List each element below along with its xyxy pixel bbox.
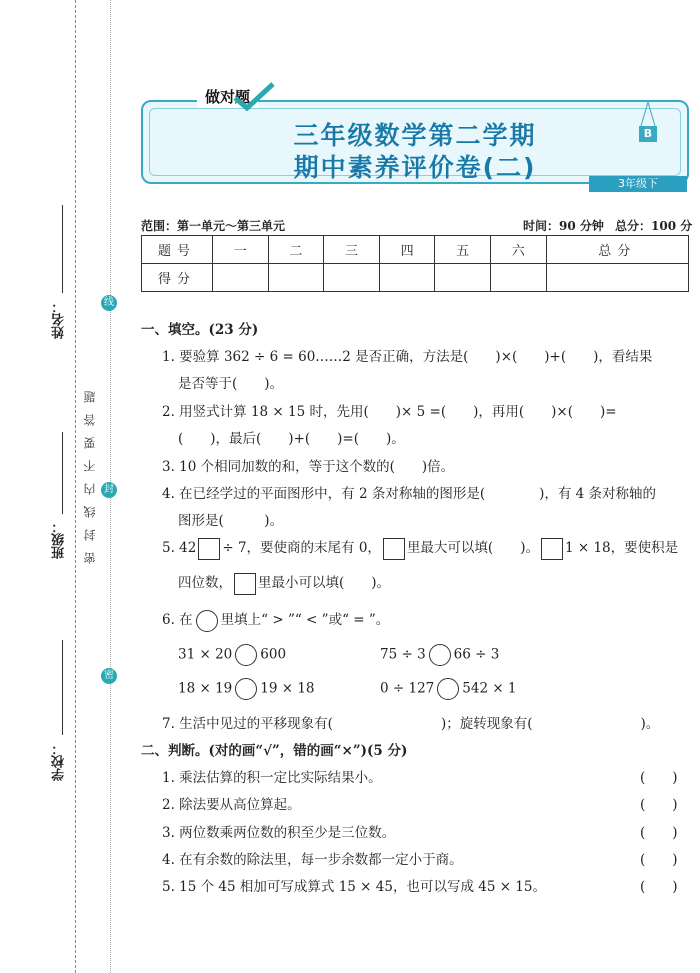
score-input-cell[interactable]	[324, 264, 380, 292]
table-cell: 题号	[142, 236, 213, 264]
compare-4	[380, 678, 517, 700]
question-5-line2	[178, 571, 390, 595]
q5-text-b: ÷ 7，要使商的末尾有 0，	[222, 540, 381, 556]
question-4-line2: 图形是( )。	[178, 513, 284, 529]
q5-text-e: 四位数，	[178, 575, 232, 591]
school-field[interactable]	[62, 640, 63, 735]
answer-paren[interactable]: ( )	[640, 770, 678, 786]
score-input-cell[interactable]	[490, 264, 546, 292]
seal-circle-line: 线	[101, 295, 117, 311]
cut-line	[75, 0, 76, 973]
question-6	[162, 608, 389, 632]
question-1-line1: 1. 要验算 362 ÷ 6 = 60……2 是否正确，方法是( )×( )+( )，看结果	[162, 349, 653, 365]
answer-paren[interactable]: ( )	[640, 797, 678, 813]
question-1-line2: 是否等于( )。	[178, 376, 284, 392]
score-input-cell[interactable]	[379, 264, 435, 292]
answer-circle[interactable]	[235, 644, 257, 666]
answer-paren[interactable]: ( )	[640, 879, 678, 895]
exam-time: 时间：90 分钟	[523, 219, 604, 233]
answer-box[interactable]	[383, 538, 405, 560]
answer-circle[interactable]	[235, 678, 257, 700]
q5-text-a: 5. 42	[162, 540, 197, 556]
compare-left: 75 ÷ 3	[380, 646, 426, 663]
seal-circle-seal: 封	[101, 482, 117, 498]
score-input-cell[interactable]	[546, 264, 688, 292]
section2-heading: 二、判断。(对的画“√”，错的画“×”)(5 分)	[141, 743, 408, 759]
school-label: 学校：	[52, 742, 67, 781]
compare-left: 31 × 20	[178, 646, 233, 663]
question-2-line1: 2. 用竖式计算 18 × 15 时，先用( )× 5 =( )，再用( )×( )=	[162, 404, 617, 420]
score-input-cell[interactable]	[435, 264, 491, 292]
q5-text-c: 里最大可以填( )。	[406, 540, 539, 556]
judge-item: 4. 在有余数的除法里，每一步余数都一定小于商。	[162, 852, 463, 868]
exam-title-line2: 期中素养评价卷(二)	[293, 153, 537, 182]
answer-paren[interactable]: ( )	[640, 825, 678, 841]
judge-item: 3. 两位数乘两位数的积至少是三位数。	[162, 825, 396, 841]
judge-item: 2. 除法要从高位算起。	[162, 797, 301, 813]
answer-box[interactable]	[198, 538, 220, 560]
table-cell: 三	[324, 236, 380, 264]
question-3: 3. 10 个相同加数的和，等于这个数的( )倍。	[162, 459, 455, 475]
question-5-line1	[162, 536, 678, 560]
answer-circle[interactable]	[196, 610, 218, 632]
q5-text-d: 1 × 18，要使积是	[564, 540, 679, 556]
compare-2	[380, 644, 499, 666]
table-cell: 四	[379, 236, 435, 264]
score-table-score-row	[142, 264, 689, 292]
name-field[interactable]	[62, 205, 63, 293]
exam-scope: 范围：第一单元～第三单元	[141, 219, 286, 233]
compare-right: 600	[260, 646, 287, 663]
table-cell: 二	[268, 236, 324, 264]
table-cell: 得分	[142, 264, 213, 292]
q6-text-b: 里填上“ > ”“ < ”或“ = ”。	[220, 612, 390, 628]
seal-warning: 密封线内不要答题	[83, 380, 97, 564]
table-cell: 一	[213, 236, 269, 264]
grade-tag: 3年级下	[589, 176, 687, 192]
q5-text-f: 里最小可以填( )。	[258, 575, 391, 591]
hanger-icon	[638, 102, 658, 128]
version-tag: B	[639, 126, 657, 142]
answer-paren[interactable]: ( )	[640, 852, 678, 868]
score-table	[141, 235, 689, 292]
brand-logo: 做对题	[197, 86, 258, 108]
compare-right: 66 ÷ 3	[453, 646, 500, 663]
section1-heading: 一、填空。(23 分)	[141, 322, 259, 338]
answer-circle[interactable]	[437, 678, 459, 700]
name-label: 姓名：	[52, 300, 67, 339]
answer-box[interactable]	[234, 573, 256, 595]
q6-text-a: 6. 在	[162, 612, 193, 628]
class-label: 班级：	[52, 520, 67, 559]
judge-item: 1. 乘法估算的积一定比实际结果小。	[162, 770, 382, 786]
table-cell: 五	[435, 236, 491, 264]
compare-left: 18 × 19	[178, 680, 233, 697]
title-banner	[141, 88, 692, 190]
check-icon	[233, 82, 275, 112]
judge-item: 5. 15 个 45 相加可写成算式 15 × 45，也可以写成 45 × 15。	[162, 879, 546, 895]
class-field[interactable]	[62, 432, 63, 514]
score-input-cell[interactable]	[213, 264, 269, 292]
compare-right: 19 × 18	[260, 680, 315, 697]
score-input-cell[interactable]	[268, 264, 324, 292]
table-cell: 六	[490, 236, 546, 264]
answer-box[interactable]	[541, 538, 563, 560]
question-7: 7. 生活中见过的平移现象有( )；旋转现象有( )。	[162, 716, 660, 732]
exam-total-score: 总分：100 分	[615, 219, 693, 233]
score-table-header-row	[142, 236, 689, 264]
answer-circle[interactable]	[429, 644, 451, 666]
compare-1	[178, 644, 286, 666]
compare-3	[178, 678, 315, 700]
table-cell: 总分	[546, 236, 688, 264]
exam-title-line1: 三年级数学第二学期	[293, 121, 537, 150]
question-2-line2: ( )，最后( )+( )=( )。	[178, 431, 405, 447]
compare-left: 0 ÷ 127	[380, 680, 435, 697]
question-4-line1: 4. 在已经学过的平面图形中，有 2 条对称轴的图形是( )，有 4 条对称轴的	[162, 486, 657, 502]
seal-circle-secret: 密	[101, 668, 117, 684]
compare-right: 542 × 1	[462, 680, 517, 697]
